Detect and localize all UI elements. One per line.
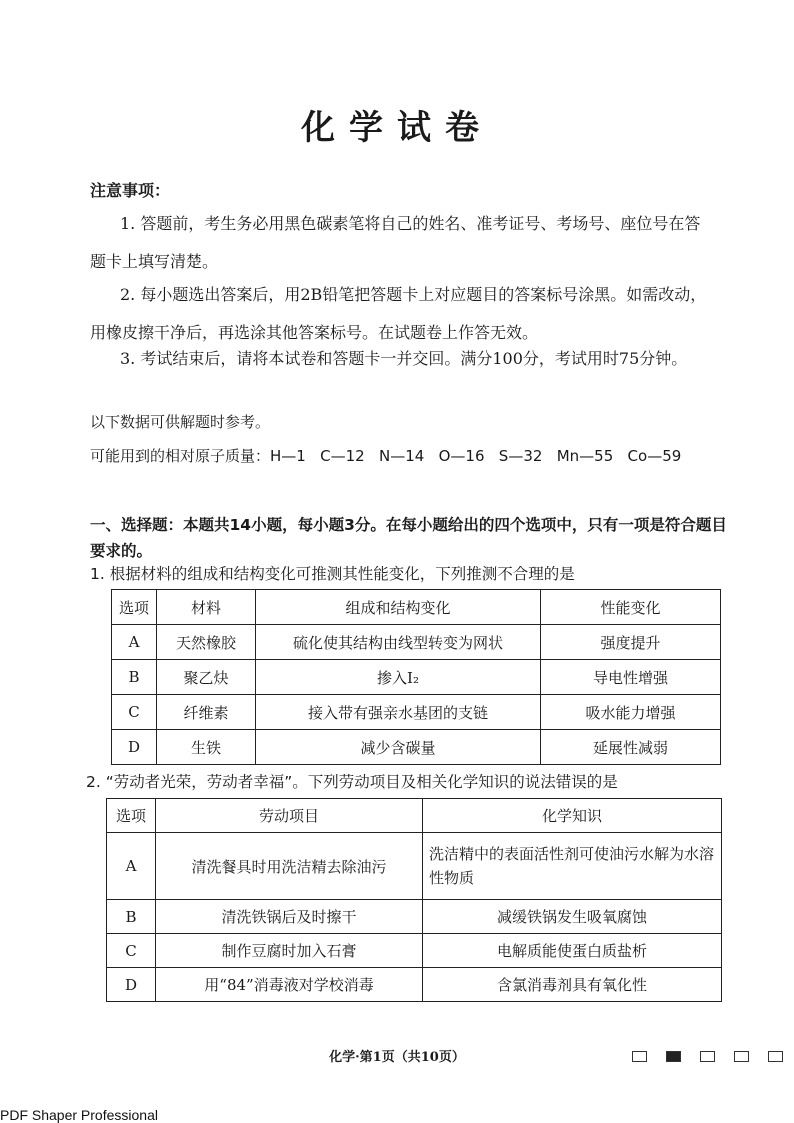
table-cell: 延展性减弱	[541, 730, 721, 765]
table-cell: C	[107, 934, 156, 968]
scan-mark	[666, 1051, 681, 1062]
question-2-table	[106, 798, 722, 1002]
header-cell: 劳动项目	[156, 799, 423, 833]
table-row	[112, 660, 721, 695]
table-row	[112, 625, 721, 660]
scan-mark	[768, 1051, 783, 1062]
table-row	[107, 900, 722, 934]
table-cell: D	[107, 968, 156, 1002]
table-header-row	[112, 590, 721, 625]
table-cell: 吸水能力增强	[541, 695, 721, 730]
table-cell: 清洗铁锅后及时擦干	[156, 900, 423, 934]
table-cell: 电解质能使蛋白质盐析	[423, 934, 722, 968]
table-cell: 硫化使其结构由线型转变为网状	[256, 625, 541, 660]
reference-intro: 以下数据可供解题时参考。	[90, 413, 271, 431]
table-cell: B	[112, 660, 157, 695]
table-cell: 导电性增强	[541, 660, 721, 695]
watermark: PDF Shaper Professional	[0, 1107, 158, 1123]
table-cell: 制作豆腐时加入石膏	[156, 934, 423, 968]
question-1-table	[111, 589, 721, 765]
table-cell: 清洗餐具时用洗洁精去除油污	[156, 833, 423, 900]
scan-mark	[632, 1051, 647, 1062]
table-cell: 用“84”消毒液对学校消毒	[156, 968, 423, 1002]
table-cell: 洗洁精中的表面活性剂可使油污水解为水溶性物质	[423, 833, 722, 900]
table-cell: 生铁	[157, 730, 256, 765]
scan-mark	[734, 1051, 749, 1062]
scan-mark	[700, 1051, 715, 1062]
notice-item-3-text: 3. 考试结束后，请将本试卷和答题卡一并交回。满分100分，考试用时75分钟。	[120, 349, 688, 368]
table-cell: 聚乙炔	[157, 660, 256, 695]
scan-marks	[632, 1046, 783, 1065]
notice-heading: 注意事项：	[90, 181, 171, 200]
table-cell: 接入带有强亲水基团的支链	[256, 695, 541, 730]
notice-item-3	[90, 340, 730, 378]
notice-item-1-line-1: 1. 答题前，考生务必用黑色碳素笔将自己的姓名、准考证号、考场号、座位号在答	[120, 214, 701, 233]
notice-item-1	[90, 205, 730, 281]
notice-item-1-line-2: 题卡上填写清楚。	[90, 252, 219, 271]
table-cell: C	[112, 695, 157, 730]
table-row	[107, 934, 722, 968]
table-row	[107, 833, 722, 900]
table-cell: 减少含碳量	[256, 730, 541, 765]
table-row	[112, 695, 721, 730]
table-cell: 含氯消毒剂具有氧化性	[423, 968, 722, 1002]
header-cell: 材料	[157, 590, 256, 625]
table-cell: 纤维素	[157, 695, 256, 730]
section-heading: 一、选择题：本题共14小题，每小题3分。在每小题给出的四个选项中，只有一项是符合题目要求的。	[90, 516, 727, 560]
question-2-stem: 2. “劳动者光荣，劳动者幸福”。下列劳动项目及相关化学知识的说法错误的是	[86, 773, 618, 791]
table-cell: 天然橡胶	[157, 625, 256, 660]
header-cell: 化学知识	[423, 799, 722, 833]
table-cell: D	[112, 730, 157, 765]
page-title: 化学试卷	[301, 108, 493, 148]
notice-item-2-line-2: 用橡皮擦干净后，再选涂其他答案标号。在试题卷上作答无效。	[90, 323, 539, 342]
table-cell: B	[107, 900, 156, 934]
page-footer: 化学·第1页（共10页）	[329, 1050, 465, 1065]
header-cell: 选项	[112, 590, 157, 625]
question-1-stem: 1. 根据材料的组成和结构变化可推测其性能变化，下列推测不合理的是	[90, 565, 575, 583]
table-row	[107, 968, 722, 1002]
table-row	[112, 730, 721, 765]
header-cell: 性能变化	[541, 590, 721, 625]
header-cell: 组成和结构变化	[256, 590, 541, 625]
table-cell: 减缓铁锅发生吸氧腐蚀	[423, 900, 722, 934]
table-cell: A	[107, 833, 156, 900]
table-cell: A	[112, 625, 157, 660]
notice-item-2-line-1: 2. 每小题选出答案后，用2B铅笔把答题卡上对应题目的答案标号涂黑。如需改动，	[120, 285, 707, 304]
atomic-masses: 可能用到的相对原子质量：H—1 C—12 N—14 O—16 S—32 Mn—55 Co—59	[90, 447, 682, 465]
table-header-row	[107, 799, 722, 833]
table-cell: 掺入I₂	[256, 660, 541, 695]
header-cell: 选项	[107, 799, 156, 833]
table-cell: 强度提升	[541, 625, 721, 660]
